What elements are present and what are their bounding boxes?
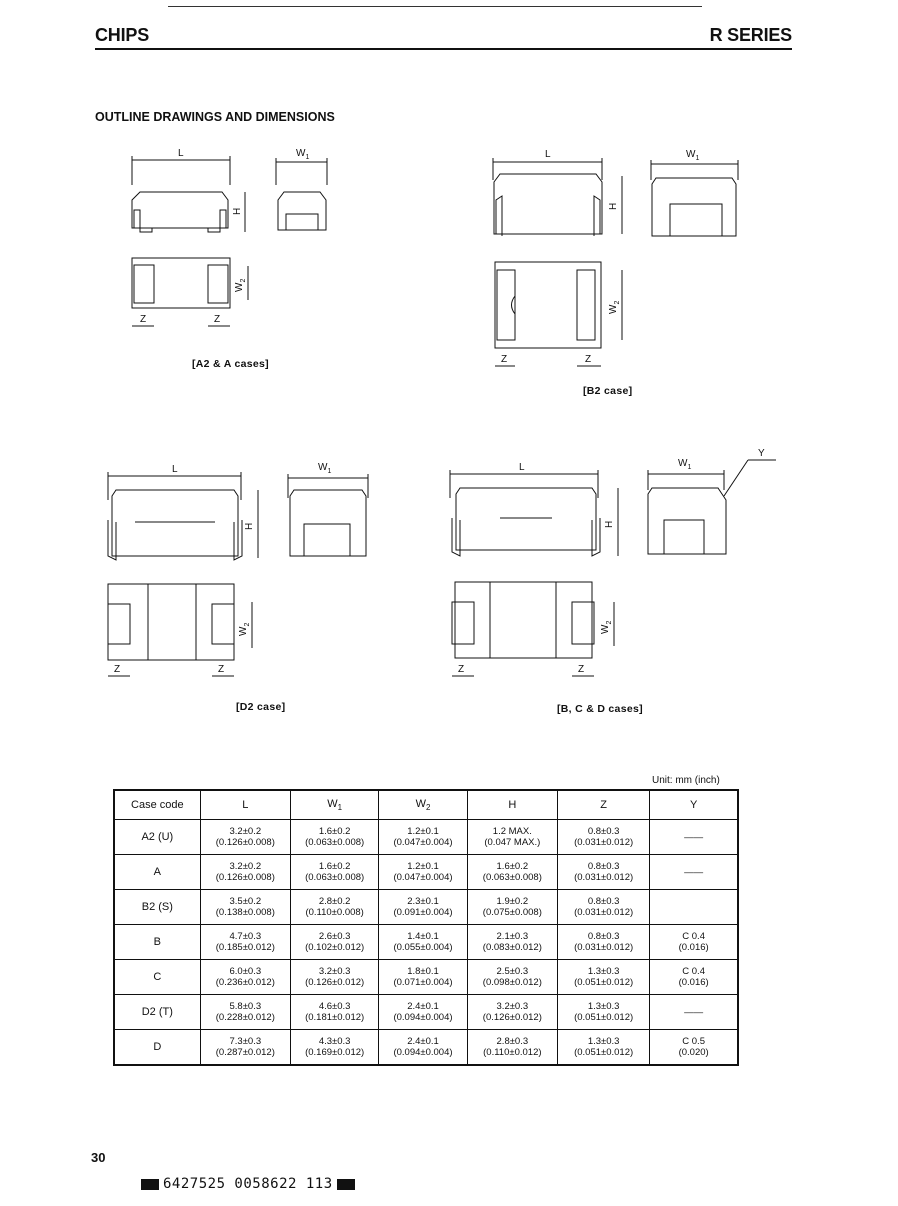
cell-w1-mm: 1.6±0.2 <box>318 861 351 872</box>
cell-case-code: A <box>114 855 200 890</box>
table-row <box>114 890 738 925</box>
cell-h-mm: 1.6±0.2 <box>496 861 529 872</box>
cell-w1-inch: (0.110±0.008) <box>305 907 364 918</box>
cell-case-code: B2 (S) <box>114 890 200 925</box>
cell-h <box>467 960 557 995</box>
cell-w2-mm: 2.3±0.1 <box>407 896 439 907</box>
cell-z-inch: (0.031±0.012) <box>574 837 634 848</box>
cell-h-mm: 1.2 MAX. <box>492 826 532 837</box>
barcode-block-right <box>337 1179 355 1190</box>
table-row <box>114 855 738 890</box>
svg-text:L: L <box>545 149 551 160</box>
svg-text:H: H <box>608 202 619 210</box>
svg-text:Y: Y <box>758 448 765 459</box>
cell-w1 <box>290 855 378 890</box>
cell-y-mm: C 0.4 <box>682 931 705 942</box>
cell-z-mm: 1.3±0.3 <box>587 966 620 977</box>
cell-w2-mm: 2.4±0.1 <box>407 1036 439 1047</box>
drawing-b2-side <box>493 149 622 236</box>
svg-text:Z: Z <box>578 664 585 675</box>
dim-label-l: L <box>178 148 184 159</box>
cell-y <box>650 995 738 1030</box>
cell-z-mm: 0.8±0.3 <box>587 896 620 907</box>
cell-w1 <box>290 820 378 855</box>
svg-text:W1: $W_1$ <box>686 149 700 162</box>
cell-y-inch: (0.016) <box>678 942 709 953</box>
cell-w2-inch: (0.047±0.004) <box>393 872 453 883</box>
cell-h-inch: (0.083±0.012) <box>482 942 542 953</box>
cell-w1 <box>290 960 378 995</box>
caption-bcd: [B, C & D cases] <box>557 703 643 715</box>
dim-label-h: H <box>232 207 243 215</box>
cell-w1 <box>290 925 378 960</box>
cell-w1-inch: (0.063±0.008) <box>305 872 365 883</box>
cell-h-inch: (0.098±0.012) <box>482 977 542 988</box>
svg-text:H: H <box>604 520 615 528</box>
cell-h-inch: (0.126±0.012) <box>482 1012 542 1023</box>
drawing-a2-a-side <box>132 148 245 232</box>
header-y: Y <box>650 790 738 820</box>
cell-l-mm: 3.2±0.2 <box>229 826 262 837</box>
svg-text:H: H <box>244 522 255 530</box>
cell-w2-mm: 1.2±0.1 <box>407 861 439 872</box>
cell-w2-inch: (0.047±0.004) <box>393 837 453 848</box>
cell-h <box>467 1030 557 1066</box>
cell-l-mm: 3.5±0.2 <box>229 896 262 907</box>
caption-d2: [D2 case] <box>236 701 286 713</box>
drawing-a2-a-end <box>276 148 327 230</box>
cell-z-inch: (0.031±0.012) <box>574 942 634 953</box>
section-title: OUTLINE DRAWINGS AND DIMENSIONS <box>95 110 335 124</box>
cell-y-mm: C 0.4 <box>682 966 705 977</box>
cell-w1-mm: 2.6±0.3 <box>318 931 351 942</box>
cell-h-mm: 2.5±0.3 <box>496 966 529 977</box>
table-row <box>114 1030 738 1066</box>
svg-text:Z: Z <box>214 314 221 325</box>
cell-w1-inch: (0.126±0.012) <box>305 977 365 988</box>
cell-l-inch: (0.126±0.008) <box>215 837 275 848</box>
table-body <box>114 820 738 1066</box>
cell-z <box>558 995 650 1030</box>
svg-text:W1: $W_1$ <box>318 462 332 475</box>
cell-case-code: A2 (U) <box>114 820 200 855</box>
cell-y-mm: —— <box>684 866 704 878</box>
cell-h <box>467 925 557 960</box>
cell-z-mm: 0.8±0.3 <box>587 931 620 942</box>
header-l: L <box>200 790 290 820</box>
drawing-d2-side <box>108 464 258 560</box>
cell-z <box>558 855 650 890</box>
cell-w1 <box>290 995 378 1030</box>
drawing-d2-bottom <box>108 584 252 676</box>
cell-l-inch: (0.236±0.012) <box>215 977 275 988</box>
cell-w2 <box>379 925 467 960</box>
svg-text:Z: Z <box>114 664 121 675</box>
unit-note: Unit: mm (inch) <box>652 775 720 786</box>
cell-h <box>467 855 557 890</box>
cell-y <box>650 925 738 960</box>
cell-l-inch: (0.126±0.008) <box>215 872 275 883</box>
drawing-bcd-bottom <box>452 582 614 676</box>
cell-h <box>467 995 557 1030</box>
cell-z <box>558 960 650 995</box>
cell-y <box>650 890 738 925</box>
cell-h-inch: (0.110±0.012) <box>483 1047 542 1058</box>
cell-w1 <box>290 890 378 925</box>
cell-h-inch: (0.063±0.008) <box>482 872 542 883</box>
cell-y-mm: —— <box>684 831 704 843</box>
cell-w1-inch: (0.102±0.012) <box>305 942 365 953</box>
cell-w2-inch: (0.055±0.004) <box>393 942 453 953</box>
cell-l <box>200 1030 290 1066</box>
cell-l-mm: 5.8±0.3 <box>229 1001 262 1012</box>
barcode-line <box>137 1176 359 1192</box>
cell-z-mm: 0.8±0.3 <box>587 826 620 837</box>
table-row <box>114 820 738 855</box>
cell-w2-inch: (0.071±0.004) <box>393 977 453 988</box>
cell-case-code: C <box>114 960 200 995</box>
cell-w1-inch: (0.169±0.012) <box>305 1047 365 1058</box>
barcode-block-left <box>141 1179 159 1190</box>
cell-l-inch: (0.287±0.012) <box>215 1047 275 1058</box>
cell-z-inch: (0.031±0.012) <box>574 907 634 918</box>
svg-text:L: L <box>172 464 178 475</box>
cell-z <box>558 925 650 960</box>
cell-w2 <box>379 995 467 1030</box>
svg-text:W1: $W_1$ <box>678 458 692 471</box>
cell-case-code: B <box>114 925 200 960</box>
cell-w1-inch: (0.063±0.008) <box>305 837 365 848</box>
cell-h-inch: (0.075±0.008) <box>482 907 542 918</box>
cell-w2-inch: (0.094±0.004) <box>393 1047 453 1058</box>
cell-w2 <box>379 890 467 925</box>
cell-z-mm: 1.3±0.3 <box>587 1001 620 1012</box>
cell-y <box>650 820 738 855</box>
cell-z-mm: 1.3±0.3 <box>587 1036 620 1047</box>
cell-w2-mm: 1.8±0.1 <box>407 966 439 977</box>
cell-h-mm: 3.2±0.3 <box>496 1001 529 1012</box>
cell-h-inch: (0.047 MAX.) <box>484 837 541 848</box>
cell-h-mm: 2.8±0.3 <box>496 1036 529 1047</box>
cell-w1-mm: 4.3±0.3 <box>318 1036 351 1047</box>
svg-text:W1: $W_1$ <box>296 148 310 161</box>
svg-text:W2: $W_2$ <box>600 620 613 634</box>
page-number: 30 <box>91 1150 106 1165</box>
cell-l-inch: (0.138±0.008) <box>215 907 275 918</box>
cell-h-mm: 1.9±0.2 <box>496 896 529 907</box>
cell-case-code: D <box>114 1030 200 1066</box>
table-row <box>114 995 738 1030</box>
cell-w1-mm: 1.6±0.2 <box>318 826 351 837</box>
cell-l <box>200 855 290 890</box>
cell-w2 <box>379 1030 467 1066</box>
drawing-bcd-side <box>450 462 618 556</box>
cell-l <box>200 925 290 960</box>
cell-w1-mm: 4.6±0.3 <box>318 1001 351 1012</box>
cell-w2-mm: 1.2±0.1 <box>407 826 439 837</box>
cell-w2-mm: 2.4±0.1 <box>407 1001 439 1012</box>
drawing-d2-end <box>288 462 368 556</box>
cell-z-mm: 0.8±0.3 <box>587 861 620 872</box>
cell-h-mm: 2.1±0.3 <box>496 931 529 942</box>
header-z: Z <box>558 790 650 820</box>
header-right: R SERIES <box>709 25 792 45</box>
cell-y-inch: (0.016) <box>678 977 709 988</box>
dimensions-table <box>113 789 739 1066</box>
cell-y-inch: (0.020) <box>678 1047 709 1058</box>
cell-z <box>558 820 650 855</box>
header-w1: $W_1$ <box>290 790 378 820</box>
cell-y <box>650 960 738 995</box>
cell-l-inch: (0.228±0.012) <box>215 1012 275 1023</box>
svg-text:L: L <box>519 462 525 473</box>
cell-l <box>200 995 290 1030</box>
table-row <box>114 925 738 960</box>
cell-l <box>200 960 290 995</box>
cell-z-inch: (0.051±0.012) <box>574 1047 634 1058</box>
cell-w1-mm: 3.2±0.3 <box>318 966 351 977</box>
cell-w1 <box>290 1030 378 1066</box>
cell-z-inch: (0.051±0.012) <box>574 977 634 988</box>
cell-y-mm: C 0.5 <box>682 1036 705 1047</box>
svg-text:Z: Z <box>218 664 225 675</box>
drawing-b2-end <box>651 149 738 236</box>
header-w2: $W_2$ <box>379 790 467 820</box>
cell-y <box>650 1030 738 1066</box>
cell-y <box>650 855 738 890</box>
cell-l-mm: 7.3±0.3 <box>229 1036 262 1047</box>
drawing-a2-a-bottom <box>132 258 248 326</box>
cell-w1-inch: (0.181±0.012) <box>305 1012 365 1023</box>
barcode-text: 6427525 0058622 113 <box>163 1176 333 1192</box>
svg-text:Z: Z <box>140 314 147 325</box>
drawing-b2-bottom <box>495 262 622 366</box>
cell-z-inch: (0.051±0.012) <box>574 1012 634 1023</box>
svg-text:W2: $W_2$ <box>238 622 251 636</box>
cell-l-mm: 6.0±0.3 <box>229 966 262 977</box>
cell-h <box>467 820 557 855</box>
header-case-code: Case code <box>114 790 200 820</box>
header-h: H <box>467 790 557 820</box>
cell-y-mm: —— <box>684 1006 704 1018</box>
cell-w1-mm: 2.8±0.2 <box>318 896 351 907</box>
table-header-row <box>114 790 738 820</box>
cell-w2-inch: (0.094±0.004) <box>393 1012 453 1023</box>
cell-w2-inch: (0.091±0.004) <box>393 907 453 918</box>
cell-w2 <box>379 855 467 890</box>
svg-text:W2: $W_2$ <box>234 278 247 292</box>
svg-text:W2: $W_2$ <box>608 300 621 314</box>
cell-z <box>558 1030 650 1066</box>
cell-case-code: D2 (T) <box>114 995 200 1030</box>
cell-l-mm: 4.7±0.3 <box>229 931 262 942</box>
caption-b2: [B2 case] <box>583 385 633 397</box>
cell-z-inch: (0.031±0.012) <box>574 872 634 883</box>
cell-l-inch: (0.185±0.012) <box>215 942 275 953</box>
caption-a2-a: [A2 & A cases] <box>192 358 269 370</box>
svg-text:Z: Z <box>585 354 592 365</box>
cell-w2 <box>379 820 467 855</box>
svg-text:Z: Z <box>501 354 508 365</box>
drawing-bcd-end <box>648 448 776 554</box>
cell-l <box>200 890 290 925</box>
cell-l <box>200 820 290 855</box>
cell-z <box>558 890 650 925</box>
cell-l-mm: 3.2±0.2 <box>229 861 262 872</box>
cell-w2-mm: 1.4±0.1 <box>407 931 439 942</box>
cell-w2 <box>379 960 467 995</box>
header-left: CHIPS <box>95 25 150 45</box>
svg-text:Z: Z <box>458 664 465 675</box>
table-row <box>114 960 738 995</box>
cell-h <box>467 890 557 925</box>
